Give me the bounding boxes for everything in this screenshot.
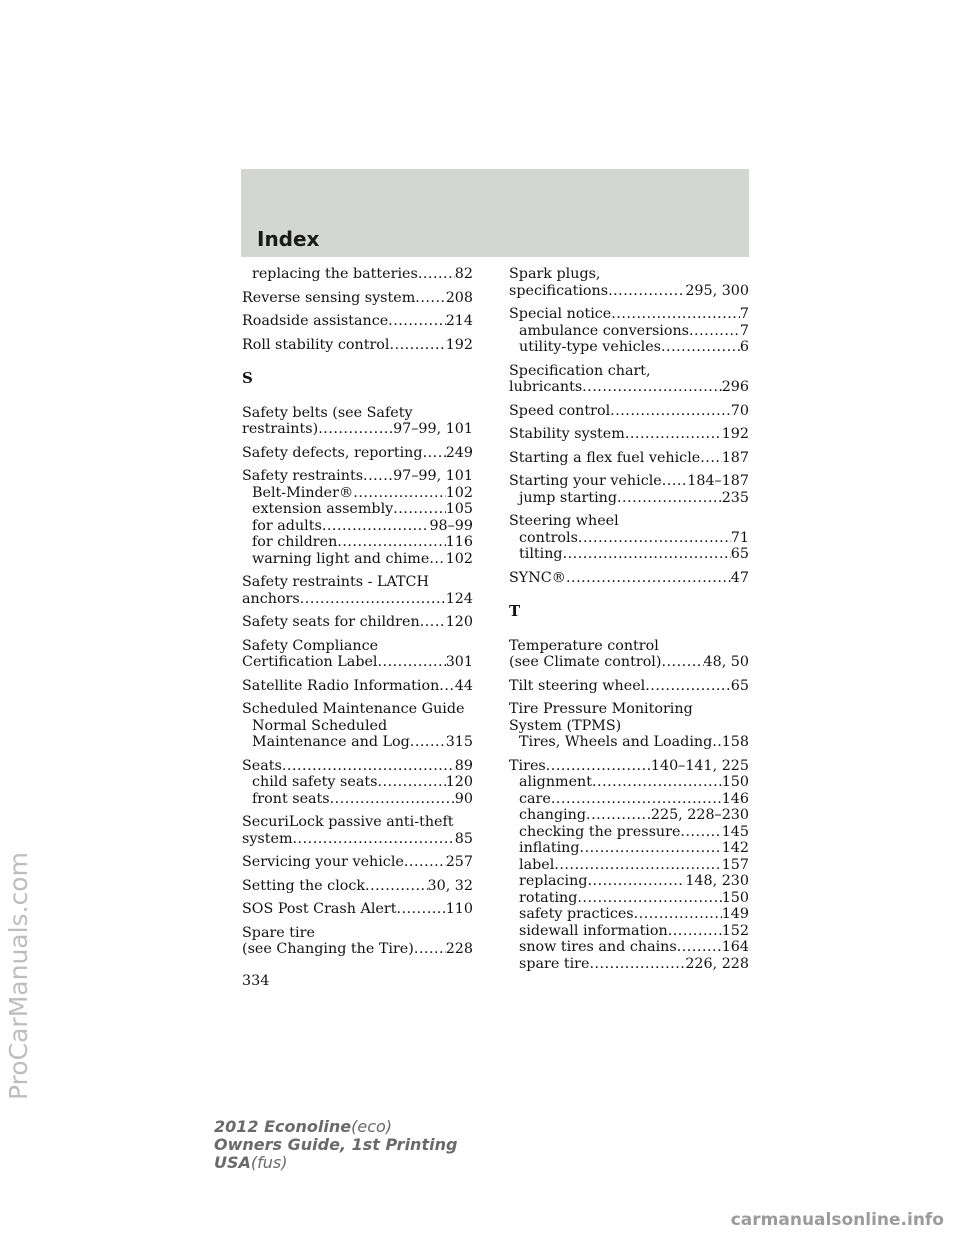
index-page-ref: 235 bbox=[721, 489, 749, 506]
index-subentry-line bbox=[509, 890, 749, 907]
dot-leader bbox=[587, 873, 685, 890]
index-subentry-line bbox=[242, 734, 473, 751]
index-entry bbox=[242, 290, 473, 307]
index-entry bbox=[242, 574, 473, 607]
index-entry-line bbox=[242, 678, 473, 695]
dot-leader bbox=[677, 939, 722, 956]
index-term: utility-type vehicles bbox=[519, 339, 661, 355]
index-term: jump starting bbox=[519, 489, 618, 506]
index-letter-heading: S bbox=[242, 369, 253, 387]
index-term: Belt-Minder® bbox=[252, 484, 354, 501]
index-page-ref: 48, 50 bbox=[703, 654, 749, 670]
index-term: Normal Scheduled bbox=[252, 717, 388, 734]
index-term: warning light and chime bbox=[252, 550, 430, 567]
index-entry-line bbox=[242, 854, 473, 871]
index-entry bbox=[242, 445, 473, 462]
index-term: Setting the clock bbox=[242, 877, 366, 894]
index-entry bbox=[242, 405, 473, 438]
index-page-ref: 124 bbox=[445, 590, 473, 607]
index-term: Certification Label bbox=[242, 654, 378, 670]
index-term: Safety restraints - LATCH bbox=[242, 574, 429, 590]
index-subentry-line bbox=[509, 906, 749, 923]
dot-leader bbox=[580, 840, 722, 857]
dot-leader bbox=[645, 678, 731, 695]
index-subentry-line bbox=[509, 857, 749, 874]
index-entry-line bbox=[242, 313, 473, 330]
index-subentry-line bbox=[509, 530, 749, 547]
index-page-ref: 158 bbox=[721, 734, 749, 750]
index-entry bbox=[242, 878, 473, 895]
index-page-ref: 164 bbox=[721, 939, 749, 955]
dot-leader bbox=[418, 266, 455, 283]
index-subentry-line bbox=[509, 939, 749, 956]
dot-leader bbox=[282, 758, 455, 775]
index-entry-line bbox=[242, 591, 473, 608]
index-term: Stability system bbox=[509, 426, 625, 442]
index-entry-line bbox=[509, 473, 749, 490]
index-entry-line bbox=[242, 421, 473, 438]
index-entry bbox=[509, 758, 749, 973]
index-entry-line bbox=[509, 513, 749, 530]
index-entry-line bbox=[509, 283, 749, 300]
index-term: safety practices bbox=[519, 906, 634, 922]
index-entry-line bbox=[509, 718, 749, 735]
index-term: Maintenance and Log bbox=[252, 734, 410, 750]
dot-leader bbox=[566, 570, 731, 587]
index-entry-line bbox=[509, 654, 749, 671]
index-entry bbox=[242, 925, 473, 958]
index-column-left bbox=[242, 266, 473, 965]
index-entry-line bbox=[509, 638, 749, 655]
index-page-ref: 228 bbox=[445, 941, 473, 957]
index-term: lubricants bbox=[509, 379, 583, 395]
index-page-ref: 225, 228–230 bbox=[650, 807, 749, 823]
index-page-ref: 192 bbox=[445, 336, 473, 353]
index-page-ref: 296 bbox=[721, 379, 749, 395]
footer-market-code: (fus) bbox=[250, 1153, 288, 1172]
index-page-ref: 184–187 bbox=[687, 473, 749, 489]
index-subentry-line bbox=[242, 266, 473, 283]
index-entry bbox=[242, 337, 473, 354]
index-term: child safety seats bbox=[252, 774, 378, 790]
page-title: Index bbox=[257, 227, 320, 251]
footer-printing: Owners Guide, 1st Printing bbox=[214, 1135, 458, 1154]
index-page-ref: 145 bbox=[721, 823, 749, 840]
index-page-ref: 249 bbox=[445, 444, 473, 461]
index-letter-heading: T bbox=[509, 602, 521, 620]
index-entry-line bbox=[509, 678, 749, 695]
index-term: SYNC® bbox=[509, 569, 566, 586]
dot-leader bbox=[318, 421, 393, 438]
index-page-ref: 226, 228 bbox=[685, 955, 749, 972]
dot-leader bbox=[578, 530, 731, 547]
dot-leader bbox=[712, 734, 721, 751]
index-page-ref: 150 bbox=[721, 774, 749, 790]
index-subentry-line bbox=[242, 774, 473, 791]
index-entry-line bbox=[242, 405, 473, 422]
index-entry-line bbox=[509, 426, 749, 443]
index-entry bbox=[242, 901, 473, 918]
dot-leader bbox=[300, 591, 446, 608]
index-term: care bbox=[519, 790, 551, 807]
index-entry-line bbox=[242, 468, 473, 485]
index-term: alignment bbox=[519, 774, 592, 790]
index-term: Tires, Wheels and Loading bbox=[519, 734, 713, 750]
index-page-ref: 148, 230 bbox=[685, 873, 749, 889]
index-term: restraints) bbox=[242, 421, 319, 437]
index-term: Safety belts (see Safety bbox=[242, 404, 413, 421]
index-term: for children bbox=[252, 534, 338, 550]
index-term: controls bbox=[519, 529, 578, 546]
index-term: Seats bbox=[242, 757, 282, 774]
index-entry bbox=[509, 678, 749, 695]
dot-leader bbox=[363, 468, 393, 485]
index-header-band bbox=[241, 169, 749, 257]
index-term: Starting a flex fuel vehicle bbox=[509, 449, 701, 466]
index-entry bbox=[509, 306, 749, 356]
index-term: Safety defects, reporting bbox=[242, 444, 423, 461]
index-term: replacing bbox=[519, 873, 588, 889]
index-entry-line bbox=[242, 701, 473, 718]
index-entry-line bbox=[509, 450, 749, 467]
index-subentry-line bbox=[509, 490, 749, 507]
index-page-ref: 146 bbox=[721, 790, 749, 807]
index-page-ref: 71 bbox=[730, 529, 749, 546]
index-term: (see Climate control) bbox=[509, 654, 662, 670]
index-entry-line bbox=[509, 758, 749, 775]
index-page-ref: 187 bbox=[721, 449, 749, 466]
index-entry-line bbox=[509, 266, 749, 283]
footer-model-code: (eco) bbox=[351, 1117, 393, 1136]
index-term: anchors bbox=[242, 590, 300, 607]
dot-leader bbox=[330, 791, 455, 808]
index-page-ref: 295, 300 bbox=[685, 282, 749, 299]
index-term: Spark plugs, bbox=[509, 266, 601, 282]
index-term: Scheduled Maintenance Guide bbox=[242, 701, 465, 717]
index-page-ref: 214 bbox=[445, 313, 473, 329]
index-entry-line bbox=[242, 574, 473, 591]
index-term: SecuriLock passive anti-theft bbox=[242, 814, 454, 830]
index-entry-line bbox=[242, 901, 473, 918]
dot-leader bbox=[415, 290, 445, 307]
index-entry bbox=[242, 266, 473, 283]
index-subentry-line bbox=[242, 518, 473, 535]
index-page-ref: 7 bbox=[739, 306, 749, 322]
dot-leader bbox=[592, 774, 722, 791]
index-entry-line bbox=[242, 814, 473, 831]
dot-leader bbox=[388, 313, 446, 330]
dot-leader bbox=[404, 854, 446, 871]
index-entry bbox=[509, 450, 749, 467]
index-entry-line bbox=[509, 701, 749, 718]
index-term: Steering wheel bbox=[509, 513, 619, 529]
index-term: rotating bbox=[519, 889, 578, 906]
index-entry bbox=[242, 854, 473, 871]
index-entry bbox=[509, 513, 749, 563]
index-subentry-line bbox=[509, 956, 749, 973]
index-page-ref: 44 bbox=[454, 677, 473, 694]
index-entry bbox=[509, 638, 749, 671]
index-page-ref: 301 bbox=[445, 654, 473, 670]
index-term: system bbox=[242, 830, 293, 847]
index-term: extension assembly bbox=[252, 501, 394, 517]
dot-leader bbox=[439, 678, 455, 695]
index-page-ref: 116 bbox=[445, 534, 473, 550]
index-subentry-line bbox=[242, 718, 473, 735]
index-term: label bbox=[519, 856, 555, 873]
index-term: System (TPMS) bbox=[509, 717, 622, 734]
index-page-ref: 208 bbox=[445, 289, 473, 306]
dot-leader bbox=[554, 857, 721, 874]
index-column-right bbox=[509, 266, 749, 979]
dot-leader bbox=[577, 890, 721, 907]
index-page-ref: 149 bbox=[721, 906, 749, 922]
index-term: Safety Compliance bbox=[242, 637, 379, 654]
index-term: Roadside assistance bbox=[242, 313, 389, 329]
index-page-ref: 70 bbox=[730, 402, 749, 419]
index-term: inflating bbox=[519, 840, 580, 856]
index-entry-line bbox=[509, 306, 749, 323]
index-subentry-line bbox=[509, 323, 749, 340]
index-term: Starting your vehicle bbox=[509, 473, 662, 489]
index-page-ref: 120 bbox=[445, 614, 473, 630]
index-term: SOS Post Crash Alert bbox=[242, 901, 397, 917]
index-page-ref: 102 bbox=[445, 484, 473, 501]
index-page-ref: 110 bbox=[445, 901, 473, 917]
index-entry bbox=[509, 363, 749, 396]
dot-leader bbox=[661, 339, 740, 356]
index-term: ambulance conversions bbox=[519, 322, 690, 339]
dot-leader bbox=[423, 445, 446, 462]
index-page-ref: 105 bbox=[445, 501, 473, 517]
index-page-ref: 30, 32 bbox=[427, 877, 473, 894]
index-term: changing bbox=[519, 807, 587, 823]
watermark-bottom: carmanualsonline.info bbox=[730, 1210, 944, 1230]
index-subentry-line bbox=[509, 873, 749, 890]
index-entry-line bbox=[242, 614, 473, 631]
index-term: Servicing your vehicle bbox=[242, 854, 404, 870]
index-term: Satellite Radio Information bbox=[242, 677, 440, 694]
index-entry-line bbox=[509, 379, 749, 396]
index-subentry-line bbox=[509, 824, 749, 841]
index-term: Tilt steering wheel bbox=[509, 677, 646, 694]
dot-leader bbox=[396, 901, 445, 918]
index-term: Temperature control bbox=[509, 637, 659, 654]
index-entry bbox=[242, 701, 473, 751]
dot-leader bbox=[337, 534, 445, 551]
index-page-ref: 47 bbox=[730, 569, 749, 586]
index-entry bbox=[509, 701, 749, 751]
index-term: for adults bbox=[252, 517, 322, 534]
index-term: checking the pressure bbox=[519, 823, 681, 840]
dot-leader bbox=[365, 878, 427, 895]
index-term: sidewall information bbox=[519, 922, 668, 939]
index-subentry-line bbox=[509, 774, 749, 791]
dot-leader bbox=[680, 824, 721, 841]
index-entry-line bbox=[242, 337, 473, 354]
dot-leader bbox=[390, 337, 446, 354]
index-entry-line bbox=[242, 831, 473, 848]
dot-leader bbox=[546, 758, 651, 775]
index-entry bbox=[242, 678, 473, 695]
index-subentry-line bbox=[242, 534, 473, 551]
index-page-ref: 257 bbox=[445, 854, 473, 870]
dot-leader bbox=[589, 956, 685, 973]
dot-leader bbox=[610, 403, 731, 420]
index-page-ref: 97–99, 101 bbox=[393, 468, 473, 484]
dot-leader bbox=[668, 923, 722, 940]
index-page-ref: 90 bbox=[454, 790, 473, 807]
dot-leader bbox=[608, 283, 685, 300]
index-entry-line bbox=[242, 638, 473, 655]
index-subentry-line bbox=[509, 923, 749, 940]
index-subentry-line bbox=[242, 501, 473, 518]
index-subentry-line bbox=[509, 791, 749, 808]
dot-leader bbox=[634, 906, 722, 923]
index-entry bbox=[509, 266, 749, 299]
index-subentry-line bbox=[242, 485, 473, 502]
index-subentry-line bbox=[509, 807, 749, 824]
index-page-ref: 7 bbox=[739, 322, 749, 339]
index-page-ref: 98–99 bbox=[429, 517, 473, 534]
index-subentry-line bbox=[509, 546, 749, 563]
index-entry-line bbox=[242, 925, 473, 942]
index-term: (see Changing the Tire) bbox=[242, 941, 414, 957]
index-entry bbox=[509, 473, 749, 506]
index-entry-line bbox=[242, 290, 473, 307]
footer-market: USA bbox=[214, 1153, 251, 1172]
index-entry-line bbox=[242, 878, 473, 895]
index-term: Special notice bbox=[509, 306, 612, 322]
index-page-ref: 85 bbox=[454, 830, 473, 847]
index-term: Specification chart, bbox=[509, 362, 651, 379]
dot-leader bbox=[661, 654, 703, 671]
index-term: tilting bbox=[519, 546, 563, 562]
index-entry-line bbox=[242, 654, 473, 671]
dot-leader bbox=[563, 546, 731, 563]
index-page-ref: 157 bbox=[721, 856, 749, 873]
dot-leader bbox=[586, 807, 651, 824]
index-entry-line bbox=[509, 403, 749, 420]
index-term: Safety restraints bbox=[242, 468, 364, 484]
index-entry bbox=[242, 313, 473, 330]
index-page-ref: 150 bbox=[721, 889, 749, 906]
index-entry bbox=[242, 814, 473, 847]
index-page-ref: 6 bbox=[739, 339, 749, 355]
index-subentry-line bbox=[509, 339, 749, 356]
index-page-ref: 315 bbox=[445, 734, 473, 750]
index-entry-line bbox=[242, 445, 473, 462]
index-term: Speed control bbox=[509, 402, 611, 419]
index-page-ref: 102 bbox=[445, 550, 473, 567]
dot-leader bbox=[322, 518, 430, 535]
dot-leader bbox=[551, 791, 722, 808]
dot-leader bbox=[353, 485, 445, 502]
index-page-ref: 65 bbox=[730, 677, 749, 694]
index-page-ref: 89 bbox=[454, 757, 473, 774]
index-entry bbox=[509, 403, 749, 420]
index-term: replacing the batteries bbox=[252, 266, 418, 282]
dot-leader bbox=[611, 306, 740, 323]
dot-leader bbox=[689, 323, 740, 340]
index-entry bbox=[242, 468, 473, 567]
watermark-side: ProCarManuals.com bbox=[4, 852, 33, 1100]
dot-leader bbox=[410, 734, 446, 751]
index-term: Tires bbox=[509, 757, 546, 774]
index-entry-line bbox=[509, 570, 749, 587]
dot-leader bbox=[293, 831, 455, 848]
index-page-ref: 142 bbox=[721, 840, 749, 856]
index-page-ref: 192 bbox=[721, 426, 749, 442]
index-term: specifications bbox=[509, 282, 609, 299]
index-entry bbox=[509, 570, 749, 587]
dot-leader bbox=[420, 614, 446, 631]
index-term: spare tire bbox=[519, 955, 590, 972]
index-term: Reverse sensing system bbox=[242, 289, 416, 306]
footer-model: 2012 Econoline bbox=[214, 1117, 352, 1136]
index-entry bbox=[509, 426, 749, 443]
index-page-ref: 152 bbox=[721, 922, 749, 939]
index-entry-line bbox=[242, 941, 473, 958]
dot-leader bbox=[429, 551, 445, 568]
index-term: Tire Pressure Monitoring bbox=[509, 701, 693, 717]
index-subentry-line bbox=[242, 551, 473, 568]
index-entry-line bbox=[509, 363, 749, 380]
index-subentry-line bbox=[509, 840, 749, 857]
page-number: 334 bbox=[242, 973, 270, 989]
index-term: front seats bbox=[252, 790, 330, 807]
dot-leader bbox=[582, 379, 722, 396]
index-page-ref: 82 bbox=[454, 266, 473, 282]
dot-leader bbox=[378, 654, 446, 671]
dot-leader bbox=[662, 473, 688, 490]
index-page-ref: 120 bbox=[445, 774, 473, 790]
index-term: Spare tire bbox=[242, 924, 315, 941]
index-term: Safety seats for children bbox=[242, 614, 420, 630]
index-entry bbox=[242, 638, 473, 671]
dot-leader bbox=[617, 490, 722, 507]
dot-leader bbox=[377, 774, 445, 791]
index-entry-line bbox=[242, 758, 473, 775]
dot-leader bbox=[625, 426, 722, 443]
index-entry bbox=[242, 614, 473, 631]
index-page-ref: 97–99, 101 bbox=[393, 421, 473, 437]
index-page-ref: 65 bbox=[730, 546, 749, 562]
index-term: Roll stability control bbox=[242, 336, 390, 353]
dot-leader bbox=[393, 501, 445, 518]
index-entry bbox=[242, 758, 473, 808]
index-subentry-line bbox=[242, 791, 473, 808]
index-subentry-line bbox=[509, 734, 749, 751]
footer-publication-info bbox=[214, 1118, 457, 1172]
index-term: snow tires and chains bbox=[519, 939, 677, 955]
dot-leader bbox=[414, 941, 446, 958]
dot-leader bbox=[700, 450, 721, 467]
index-page-ref: 140–141, 225 bbox=[650, 757, 749, 774]
